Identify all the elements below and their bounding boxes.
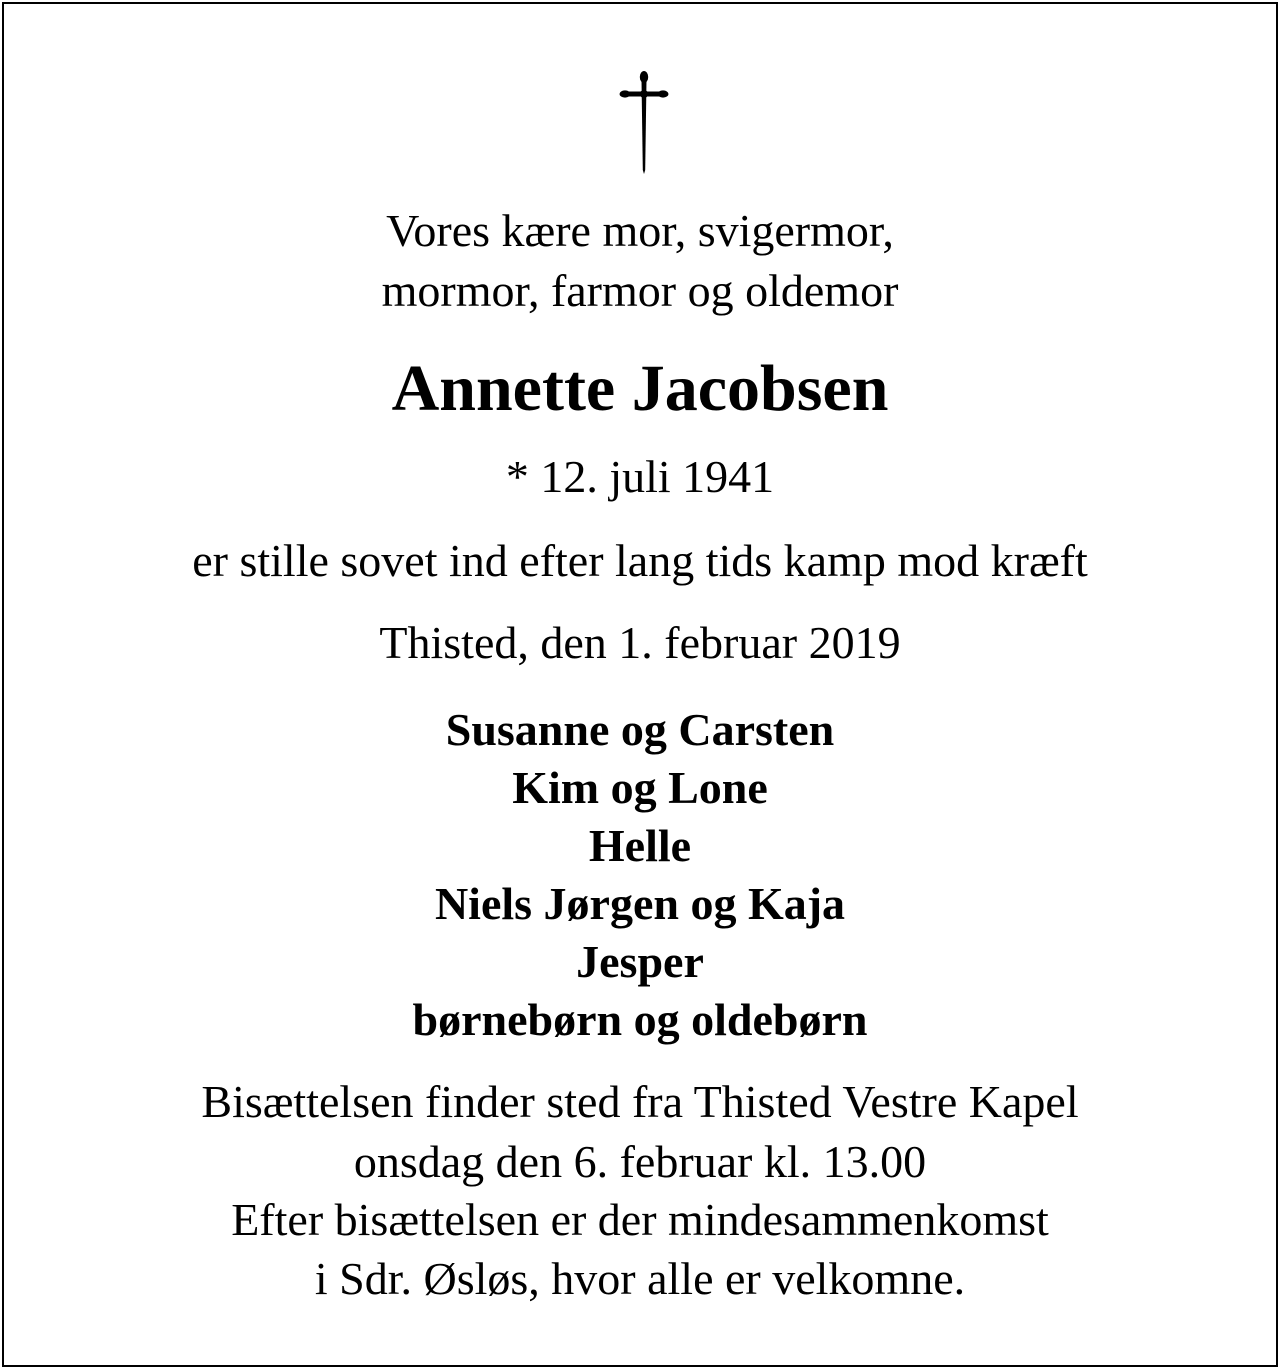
- obituary-notice: [2, 2, 1278, 1367]
- cross-icon: [614, 66, 674, 176]
- family-line-5: Jesper: [576, 936, 704, 987]
- place-and-date: Thisted, den 1. februar 2019: [379, 617, 901, 668]
- death-statement: er stille sovet ind efter lang tids kamp mod kræft: [192, 535, 1088, 586]
- birth-date: * 12. juli 1941: [505, 451, 775, 502]
- intro-line-1: Vores kære mor, svigermor,: [386, 205, 894, 256]
- family-line-1: Susanne og Carsten: [445, 704, 835, 755]
- funeral-line-3: Efter bisættelsen er der mindesammenkomst: [231, 1194, 1049, 1245]
- funeral-line-4: i Sdr. Øsløs, hvor alle er velkomne.: [314, 1253, 966, 1304]
- funeral-line-2: onsdag den 6. februar kl. 13.00: [353, 1136, 927, 1187]
- family-line-2: Kim og Lone: [512, 762, 768, 813]
- intro-line-2: mormor, farmor og oldemor: [381, 265, 899, 316]
- funeral-line-1: Bisættelsen finder sted fra Thisted Vestre Kapel: [201, 1076, 1079, 1127]
- family-line-4: Niels Jørgen og Kaja: [434, 878, 846, 929]
- family-line-6: børnebørn og oldebørn: [412, 994, 868, 1045]
- deceased-name: Annette Jacobsen: [391, 352, 889, 425]
- family-line-3: Helle: [588, 820, 692, 871]
